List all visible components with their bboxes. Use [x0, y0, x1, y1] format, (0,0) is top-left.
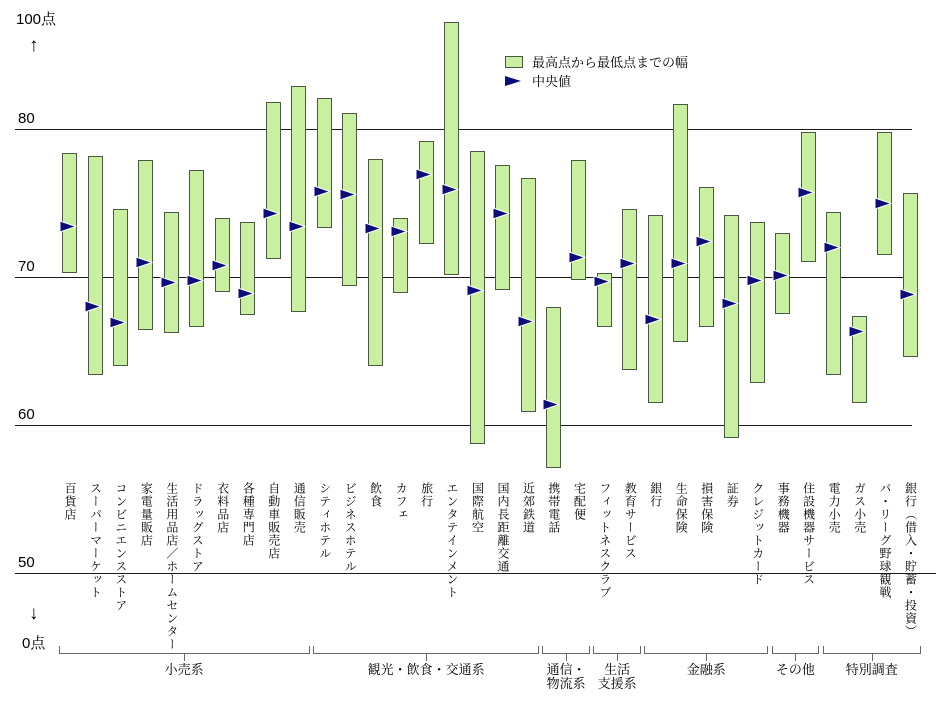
industry-label: 通信販売 — [292, 482, 307, 534]
median-marker-icon — [644, 313, 662, 326]
legend-range-row — [505, 52, 688, 71]
range-bar — [317, 98, 332, 228]
range-bar — [546, 307, 561, 468]
industry-label: クレジットカード — [750, 482, 765, 586]
industry-label: パ・リーグ野球観戦 — [878, 482, 892, 599]
median-marker-icon — [441, 183, 459, 196]
legend-range-label: 最高点から最低点までの幅 — [532, 55, 689, 70]
sector-label-line: 金融系 — [686, 662, 726, 677]
industry-label: 国内長距離交通 — [496, 482, 510, 573]
industry-label: コンビニエンスストア — [113, 482, 128, 612]
range-bar — [903, 193, 918, 357]
sector-label-line: 小売系 — [164, 662, 204, 677]
range-bar — [368, 159, 383, 366]
industry-label: 携帯電話 — [546, 482, 561, 534]
y-tick-label: 60 — [18, 406, 35, 423]
sector-label — [846, 663, 898, 677]
sector-label — [687, 663, 726, 677]
median-marker-icon — [211, 259, 229, 272]
sector-label — [547, 663, 586, 691]
range-bar — [164, 212, 179, 333]
median-marker-icon — [109, 316, 127, 329]
range-bar — [826, 212, 841, 375]
sector-label-line: 支援系 — [597, 676, 637, 691]
range-bar — [444, 22, 459, 275]
range-bar — [699, 187, 714, 328]
median-marker-icon — [313, 185, 331, 198]
industry-label: ガス小売 — [852, 482, 867, 534]
sector-bracket — [313, 646, 539, 654]
median-marker-icon — [593, 275, 611, 288]
y-tick-label: 70 — [18, 258, 35, 275]
median-marker-icon — [237, 287, 255, 300]
industry-label: 飲食 — [368, 482, 383, 508]
sector-bracket — [644, 646, 768, 654]
range-bar — [521, 178, 536, 412]
industry-label: 百貨店 — [63, 482, 77, 521]
median-marker-icon — [670, 257, 688, 270]
range-bar — [291, 86, 306, 312]
sector-label — [368, 663, 485, 677]
range-bar — [622, 209, 637, 370]
sector-label-line: 特別調査 — [845, 662, 898, 677]
bracket-tick — [706, 653, 707, 661]
median-marker-icon — [695, 235, 713, 248]
industry-label: 各種専門店 — [241, 482, 256, 547]
industry-label: 国際航空 — [470, 482, 485, 534]
sector-label — [165, 663, 204, 677]
industry-label: フィットネスクラブ — [597, 482, 612, 599]
median-marker-icon — [390, 225, 408, 238]
median-marker-icon — [542, 398, 560, 411]
bracket-tick — [872, 653, 873, 661]
median-marker-icon — [797, 186, 815, 199]
sector-bracket — [593, 646, 641, 654]
median-marker-icon — [746, 274, 764, 287]
industry-label: シティホテル — [317, 482, 332, 560]
range-bar — [470, 151, 485, 444]
range-bar — [724, 215, 739, 439]
sector-label — [776, 663, 815, 677]
range-bar — [113, 209, 128, 366]
y-axis-bottom-label: 0点 — [22, 635, 46, 652]
median-marker-icon — [288, 220, 306, 233]
legend-median-label: 中央値 — [532, 74, 572, 89]
industry-label: 銀行 — [648, 482, 663, 508]
sector-bracket — [823, 646, 921, 654]
industry-label: 生活用品店／ホームセンター — [164, 482, 179, 651]
gridline-80 — [15, 129, 912, 130]
range-bar — [88, 156, 103, 375]
median-marker-icon — [262, 207, 280, 220]
median-marker-icon — [874, 197, 892, 210]
median-marker-icon — [721, 297, 739, 310]
median-marker-icon — [772, 269, 790, 282]
range-swatch-icon — [505, 56, 523, 68]
median-marker-icon — [59, 220, 77, 233]
range-bar — [138, 160, 153, 330]
industry-label: 事務機器 — [776, 482, 791, 534]
sector-label-line: その他 — [775, 662, 815, 677]
bracket-tick — [617, 653, 618, 661]
y-axis-down-arrow-icon: ↓ — [29, 603, 39, 624]
industry-label: ビジネスホテル — [343, 482, 358, 573]
legend — [505, 52, 688, 90]
median-marker-icon — [364, 222, 382, 235]
industry-label: 証券 — [725, 482, 740, 508]
gridline-50 — [15, 573, 936, 574]
y-tick-label: 50 — [18, 554, 35, 571]
median-marker-icon — [848, 325, 866, 338]
y-axis-up-arrow-icon: ↑ — [29, 35, 39, 56]
median-marker-icon — [619, 257, 637, 270]
median-marker-icon — [517, 315, 535, 328]
bracket-tick — [426, 653, 427, 661]
industry-label: 家電量販店 — [139, 482, 154, 547]
median-marker-icon — [186, 274, 204, 287]
median-marker-icon — [339, 188, 357, 201]
gridline-60 — [15, 425, 912, 426]
range-bar — [419, 141, 434, 245]
sector-label — [598, 663, 637, 691]
industry-label: スーパーマーケット — [88, 482, 103, 599]
median-marker-icon — [466, 284, 484, 297]
range-bar — [673, 104, 688, 342]
industry-label: 宅配便 — [572, 482, 587, 521]
median-marker-icon — [505, 76, 521, 86]
range-bar — [240, 222, 255, 315]
sector-label-line: 物流系 — [546, 676, 586, 691]
industry-label: 教育サービス — [623, 482, 638, 560]
median-marker-icon — [568, 251, 586, 264]
range-bar — [266, 102, 281, 259]
bracket-tick — [184, 653, 185, 661]
industry-label: ドラッグストア — [190, 482, 205, 573]
y-tick-label: 80 — [18, 110, 35, 127]
industry-label: 生命保険 — [674, 482, 689, 534]
industry-label: 自動車販売店 — [266, 482, 281, 560]
sector-label-line: 観光・飲食・交通系 — [367, 662, 485, 677]
range-bar — [877, 132, 892, 255]
sector-label-line: 生活 — [604, 662, 631, 677]
median-marker-icon — [84, 300, 102, 313]
median-marker-icon — [160, 276, 178, 289]
industry-label: 衣料品店 — [215, 482, 230, 534]
range-bar — [189, 170, 204, 327]
range-bar — [648, 215, 663, 403]
industry-label: 近郊鉄道 — [521, 482, 536, 534]
y-axis-top-label: 100点 — [16, 11, 57, 28]
industry-label: 銀行（借入・貯蓄・投資） — [903, 482, 918, 638]
industry-label: エンタテインメント — [445, 482, 459, 599]
median-marker-icon — [899, 288, 917, 301]
legend-median-row — [505, 71, 688, 90]
sector-label-line: 通信・ — [546, 662, 586, 677]
sector-bracket — [59, 646, 310, 654]
median-marker-icon — [823, 241, 841, 254]
sector-bracket — [542, 646, 590, 654]
range-bar — [215, 218, 230, 292]
industry-label: 住設機器サービス — [801, 482, 816, 586]
sector-bracket — [772, 646, 820, 654]
industry-label: 旅行 — [419, 482, 434, 508]
range-bar — [62, 153, 77, 273]
median-marker-icon — [415, 168, 433, 181]
median-marker-icon — [492, 207, 510, 220]
bracket-tick — [795, 653, 796, 661]
range-bar — [495, 165, 510, 291]
median-marker-icon — [135, 256, 153, 269]
industry-label: 電力小売 — [827, 482, 842, 534]
range-bar — [750, 222, 765, 383]
industry-label: 損害保険 — [699, 482, 714, 534]
bracket-tick — [566, 653, 567, 661]
industry-label: カフェ — [394, 482, 409, 521]
